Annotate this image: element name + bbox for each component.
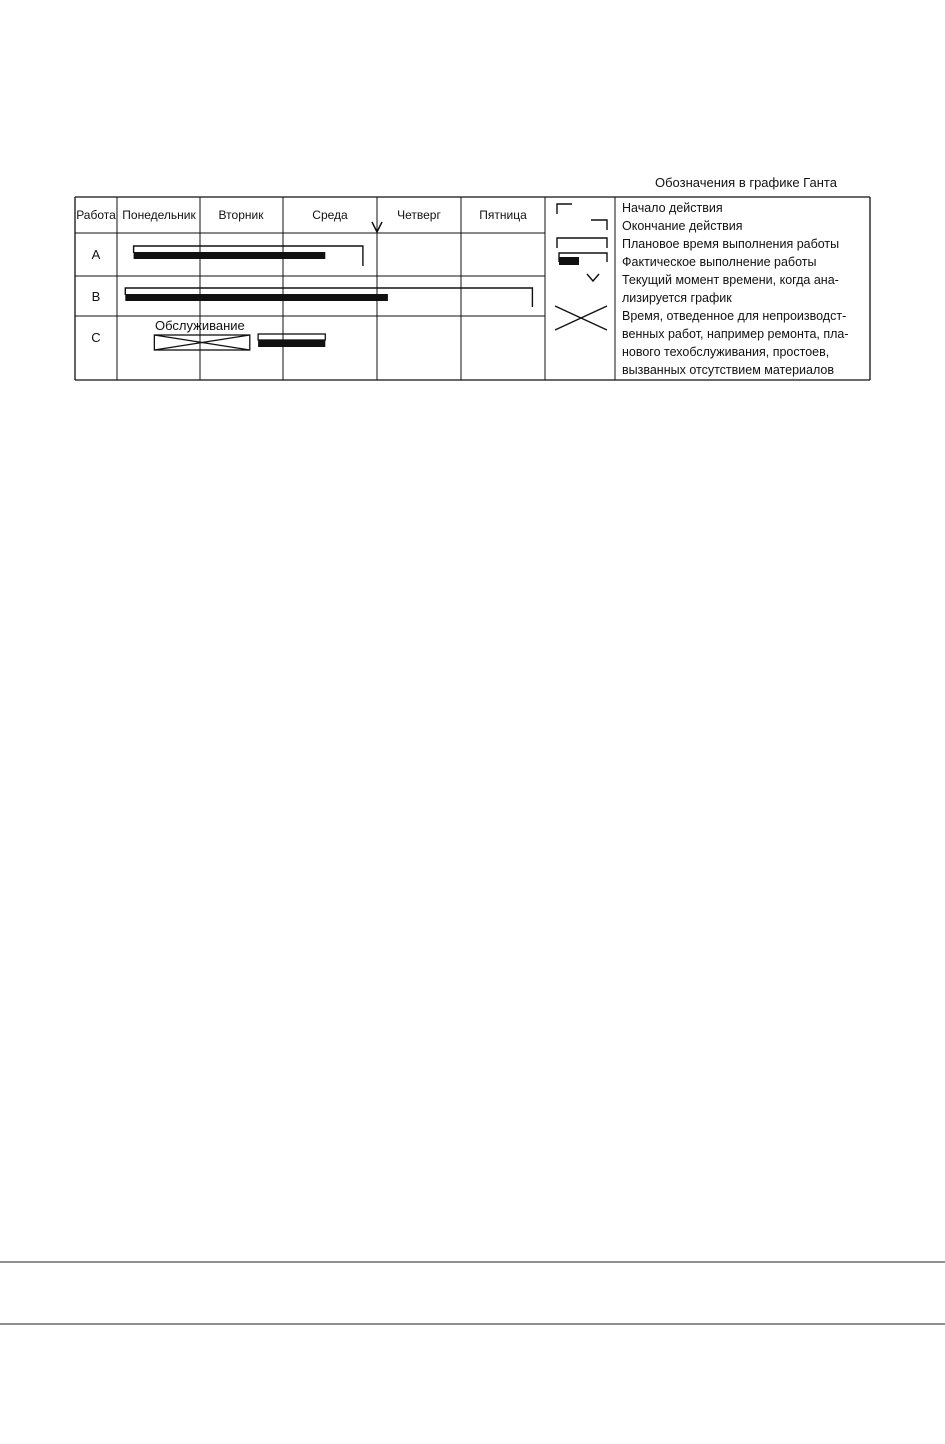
legend-symbols: [555, 204, 607, 330]
task-label-b: B: [91, 289, 101, 304]
header-task: Работа: [76, 208, 116, 222]
legend-item-current-1: Текущий момент времени, когда ана-: [622, 273, 839, 287]
legend-item-downtime-4: вызванных отсутствием материалов: [622, 363, 835, 377]
legend-item-start: Начало действия: [622, 201, 723, 215]
task-c-actual-bar: [258, 340, 325, 347]
task-c-maintenance-block: [154, 335, 249, 350]
legend-item-downtime-2: венных работ, например ремонта, пла-: [622, 327, 849, 341]
header-monday: Понедельник: [122, 208, 196, 222]
legend-current-time-symbol: [587, 274, 599, 281]
legend-item-end: Окончание действия: [622, 219, 743, 233]
header-tuesday: Вторник: [218, 208, 264, 222]
legend-downtime-symbol: [555, 306, 607, 330]
legend-item-planned: Плановое время выполнения работы: [622, 237, 840, 251]
header-friday: Пятница: [479, 208, 527, 222]
legend-item-actual: Фактическое выполнение работы: [622, 255, 817, 269]
task-c-maintenance-label: Обслуживание: [155, 318, 245, 333]
header-thursday: Четверг: [397, 208, 441, 222]
task-b-actual-bar: [125, 294, 388, 301]
task-a-actual-bar: [134, 252, 326, 259]
legend-end-symbol: [591, 220, 607, 230]
legend-start-symbol: [557, 204, 572, 214]
task-label-c: C: [91, 330, 101, 345]
legend-actual-symbol: [559, 257, 579, 265]
task-c-maintenance-cross: [154, 335, 249, 350]
task-c-planned-bar: [258, 334, 325, 340]
legend-item-downtime-1: Время, отведенное для непроизводст-: [622, 309, 847, 323]
legend-item-current-2: лизируется график: [622, 291, 732, 305]
header-wednesday: Среда: [312, 208, 348, 222]
legend-item-downtime-3: нового техобслуживания, простоев,: [622, 345, 830, 359]
task-label-a: A: [91, 247, 101, 262]
legend-planned-symbol: [557, 238, 607, 248]
legend-title: Обозначения в графике Ганта: [655, 175, 837, 190]
